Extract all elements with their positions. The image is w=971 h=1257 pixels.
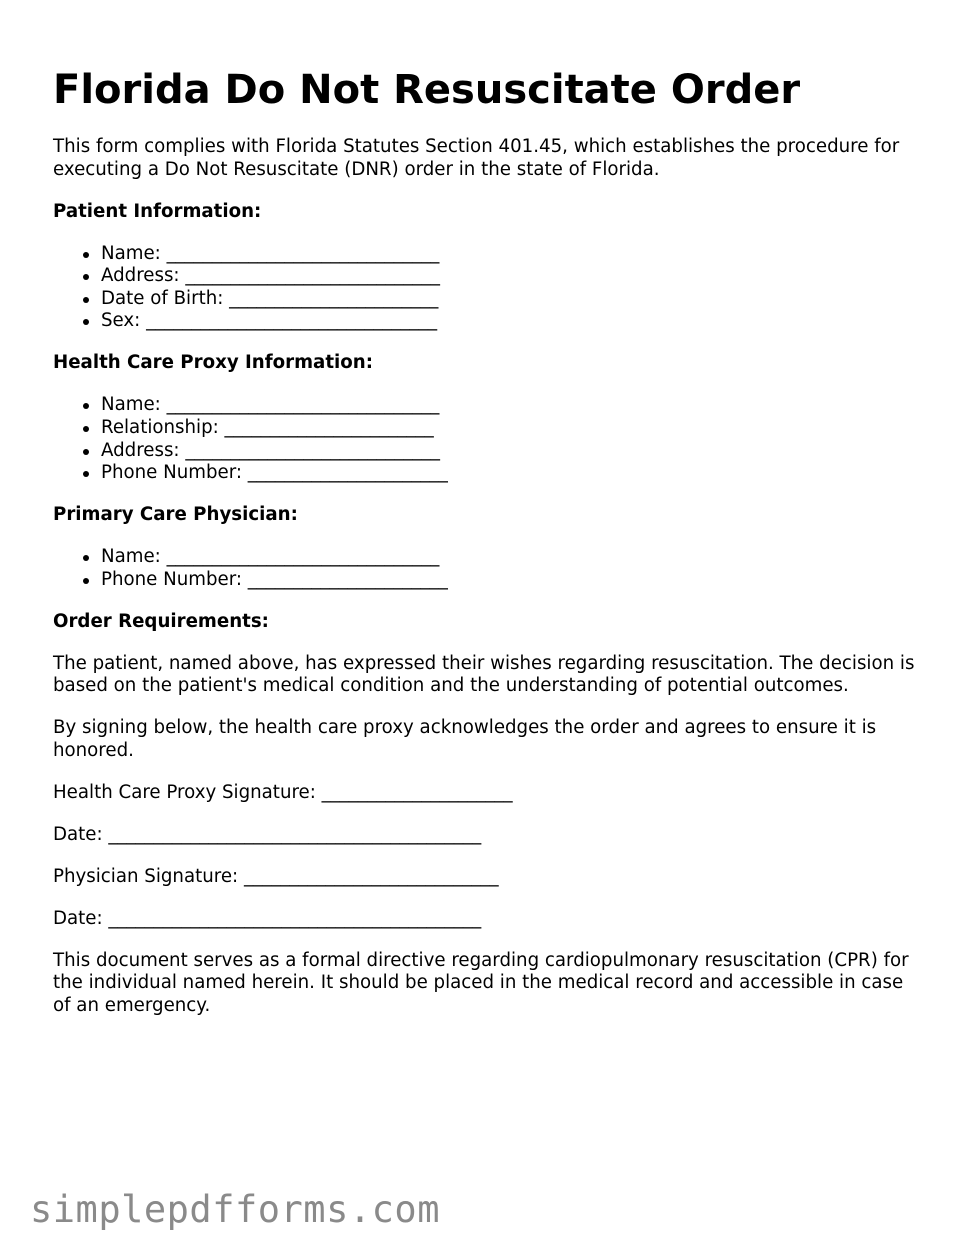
physician-name-field: Name: ______________________________ [53, 546, 923, 569]
patient-address-field: Address: ____________________________ [53, 265, 923, 288]
physician-signature-line: Physician Signature: ____________________________ [53, 865, 499, 887]
proxy-signature-line: Health Care Proxy Signature: _____________________ [53, 781, 513, 803]
proxy-phone-field: Phone Number: ______________________ [53, 462, 923, 485]
physician-info-list [53, 546, 923, 591]
proxy-date-line: Date: _________________________________________ [53, 823, 482, 845]
page-title: Florida Do Not Resuscitate Order [53, 67, 801, 113]
intro-paragraph: This form complies with Florida Statutes Section 401.45, which establishes the procedure for executing a Do Not Resuscitate (DNR) order in the state of Florida. [53, 136, 900, 180]
proxy-info-heading: Health Care Proxy Information: [53, 352, 373, 374]
proxy-address-field: Address: ____________________________ [53, 440, 923, 463]
proxy-info-list [53, 394, 923, 484]
order-requirements-heading: Order Requirements: [53, 610, 269, 632]
order-paragraph-1: The patient, named above, has expressed their wishes regarding resuscitation. The decision is based on the patient's medical condition and the understanding of potential outcomes. [53, 652, 915, 697]
order-paragraph-2: By signing below, the health care proxy acknowledges the order and agrees to ensure it is honored. [53, 717, 877, 761]
document-page [53, 62, 923, 1037]
patient-name-field: Name: ______________________________ [53, 243, 923, 266]
proxy-name-field: Name: ______________________________ [53, 394, 923, 417]
closing-paragraph: This document serves as a formal directive regarding cardiopulmonary resuscitation (CPR) for the individual named herein. It should be placed in the medical record and accessible in case of an emergency. [53, 949, 909, 1016]
patient-info-heading: Patient Information: [53, 200, 262, 222]
physician-phone-field: Phone Number: ______________________ [53, 569, 923, 592]
patient-dob-field: Date of Birth: _______________________ [53, 288, 923, 311]
physician-date-line: Date: _________________________________________ [53, 907, 482, 929]
physician-heading: Primary Care Physician: [53, 504, 298, 526]
watermark: simplepdfforms.com [30, 1188, 440, 1231]
proxy-relationship-field: Relationship: _______________________ [53, 417, 923, 440]
patient-info-list [53, 243, 923, 333]
patient-sex-field: Sex: ________________________________ [53, 310, 923, 333]
